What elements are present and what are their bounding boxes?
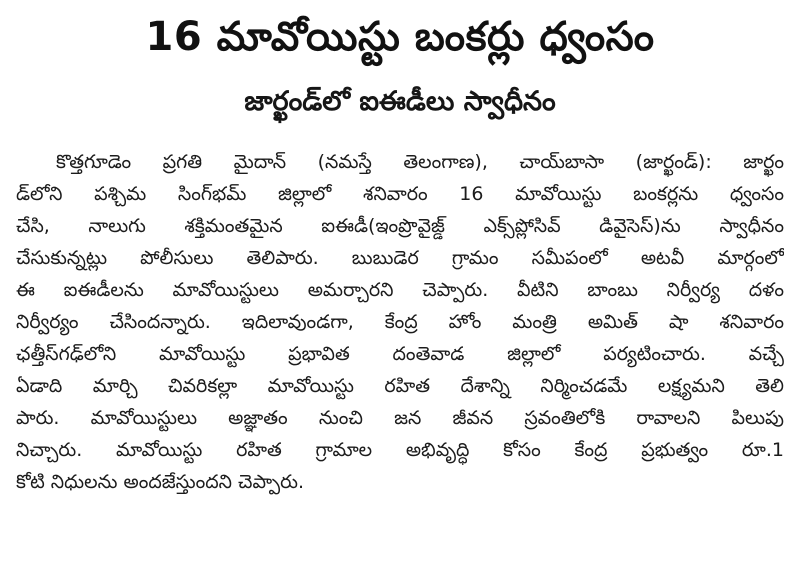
body-line: డ్‌లోని పశ్చిమ సింగ్‌భమ్ జిల్లాలో శనివారం 16 మావోయిస్టు బంకర్లను ధ్వంసం — [16, 183, 784, 205]
headline: 16 మావోయిస్టు బంకర్లు ధ్వంసం — [145, 14, 655, 60]
subheadline: జార్ఖండ్‌లో ఐఈడీలు స్వాధీనం — [244, 86, 556, 117]
body-line: ఛత్తీస్‌గఢ్‌లోని మావోయిస్టు ప్రభావిత దంతెవాడ జిల్లాలో పర్యటించారు. వచ్చే — [16, 343, 784, 365]
body-line: కొత్తగూడెం ప్రగతి మైదాన్ (నమస్తే తెలంగాణ), చాయ్‌బాసా (జార్ఖండ్): జార్ఖం — [56, 151, 784, 173]
article-body — [16, 146, 784, 498]
body-line: ఏడాది మార్చి చివరికల్లా మావోయిస్టు రహిత దేశాన్ని నిర్మించడమే లక్ష్యమని తెలి — [16, 375, 784, 397]
body-line: నిర్వీర్యం చేసిందన్నారు. ఇదిలావుండగా, కేంద్ర హోం మంత్రి అమిత్ షా శనివారం — [16, 311, 784, 333]
body-line: చేసి, నాలుగు శక్తిమంతమైన ఐఈడీ(ఇంప్రొవైజ్డ్ ఎక్స్‌ప్లోసివ్ డివైసెస్)ను స్వాధీనం — [16, 215, 784, 237]
body-line: ఈ ఐఈడీలను మావోయిస్టులు అమర్చారని చెప్పారు. వీటిని బాంబు నిర్వీర్య దళం — [16, 279, 784, 301]
body-line: నిచ్చారు. మావోయిస్టు రహిత గ్రామాల అభివృద్ధి కోసం కేంద్ర ప్రభుత్వం రూ.1 — [16, 439, 784, 461]
body-line: కోటి నిధులను అందజేస్తుందని చెప్పారు. — [16, 471, 305, 493]
body-line: చేసుకున్నట్లు పోలీసులు తెలిపారు. బుబుడెర గ్రామం సమీపంలో అటవీ మార్గంలో — [16, 247, 784, 269]
body-line: పారు. మావోయిస్టులు అజ్ఞాతం నుంచి జన జీవన స్రవంతిలోకి రావాలని పిలుపు — [16, 407, 784, 429]
